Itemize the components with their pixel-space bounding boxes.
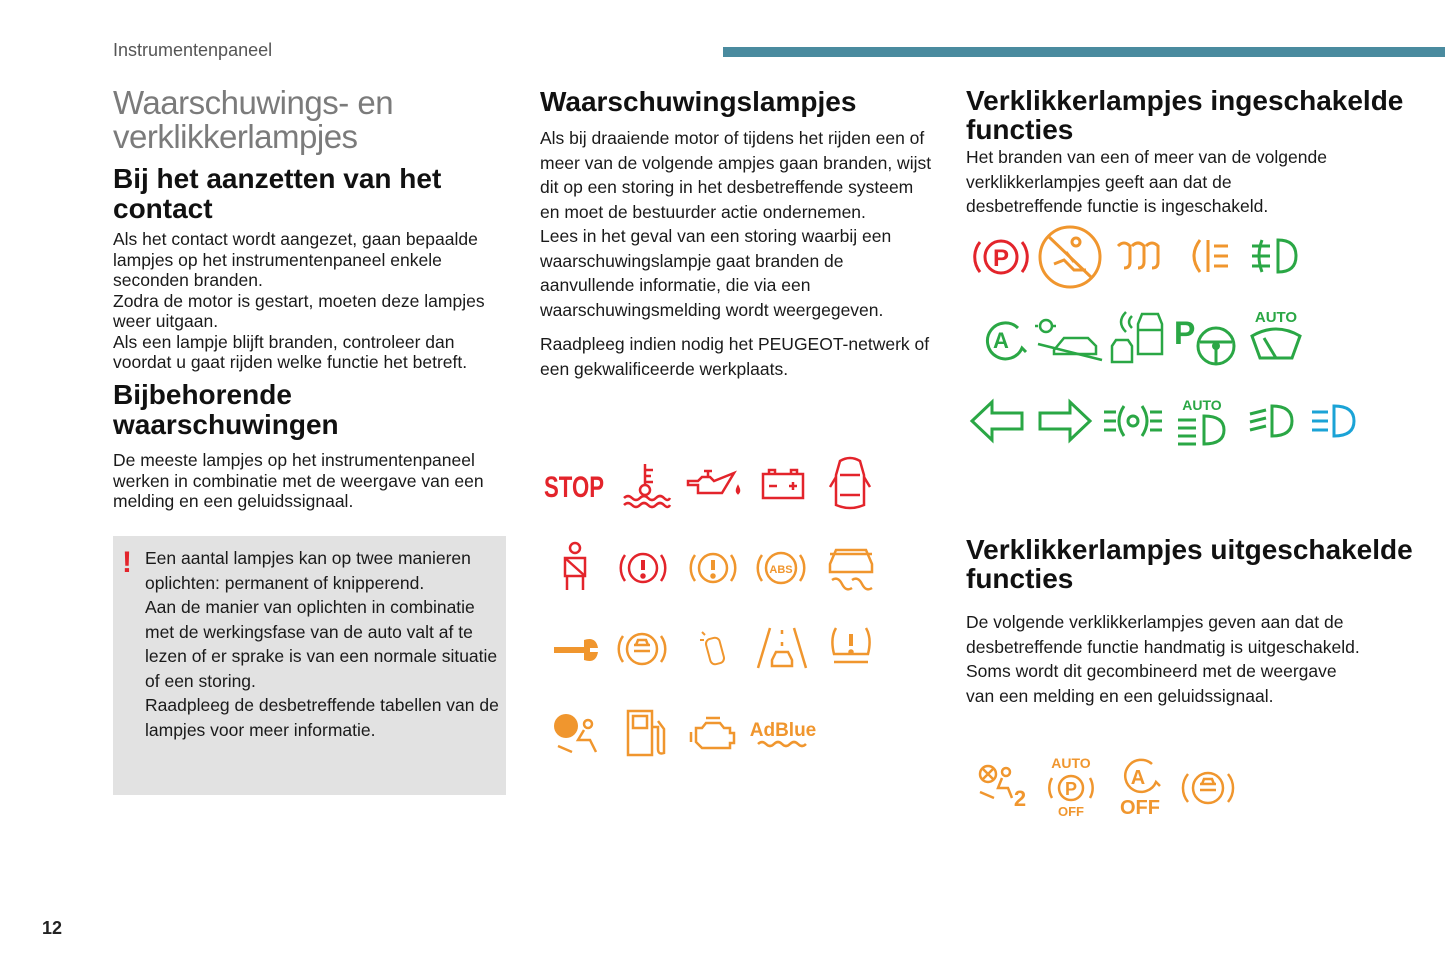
- contact-paragraphs: [113, 229, 508, 373]
- contact-paragraph: Als een lampje blijft branden, controleer dan voordat u gaat rijden welke functie het betreft.: [113, 331, 468, 372]
- note-paragraph: Aan de manier van oplichten in combinatie met de werkingsfase van de auto valt af te lezen of er sprake is van een normale situatie of een storing.: [145, 597, 498, 691]
- auto-wipers-icon: [1248, 306, 1304, 368]
- left-indicator-icon: [968, 398, 1026, 444]
- stability-control-icon: [824, 540, 878, 596]
- key-fob-icon: [698, 628, 728, 672]
- hill-descent-icon: [1034, 314, 1106, 364]
- warning-paragraph: Lees in het geval van een storing waarbij een waarschuwingslampje gaat branden de aanvullende informatie, die via een waarschuwingsmelding wordt weergegeven.: [540, 226, 892, 320]
- battery-icon: [760, 464, 806, 504]
- adblue-label: AdBlue: [749, 720, 817, 741]
- glow-plug-icon: [1114, 238, 1164, 272]
- auto-park-p: P: [1064, 779, 1078, 799]
- door-open-icon: [826, 455, 874, 515]
- disabled-paragraph: De volgende verklikkerlampjes geven aan dat de desbetreffende functie handmatig is uitgeschakeld.: [966, 612, 1360, 657]
- fuel-low-icon: [622, 707, 670, 761]
- side-lights-icon: [1102, 402, 1164, 440]
- contact-paragraph: Zodra de motor is gestart, moeten deze lampjes weer uitgaan.: [113, 290, 485, 331]
- stop-start-off-a: A: [1130, 767, 1146, 789]
- abs-label: ABS: [769, 564, 793, 576]
- park-assist-label: P: [1174, 315, 1196, 351]
- passenger-airbag-off-icon: [1036, 224, 1104, 290]
- note-paragraph: Een aantal lampjes kan op twee manieren oplichten: permanent of knipperend.: [145, 548, 471, 593]
- section-heading-warnings: Bijbehorende waarschuwingen: [113, 379, 339, 440]
- section-label: Instrumentenpaneel: [113, 40, 273, 60]
- coolant-temperature-icon: [620, 460, 670, 510]
- warning-paragraph: Raadpleeg indien nodig het PEUGEOT-netwerk of een gekwalificeerde werkplaats.: [540, 334, 930, 379]
- dipped-beam-icon: [1246, 402, 1296, 440]
- park-label: P: [992, 245, 1010, 272]
- tyre-pressure-icon: [826, 622, 876, 670]
- seatbelt-icon: [555, 540, 595, 592]
- auto-headlights-icon: [1174, 396, 1232, 448]
- right-indicator-icon: [1036, 398, 1094, 444]
- stop-start-off-icon: [1112, 756, 1168, 818]
- auto-headlights-label: AUTO: [1182, 397, 1222, 413]
- stop-label: STOP: [544, 471, 604, 504]
- airbag-two-label: 2: [1013, 786, 1027, 811]
- auto-wipers-label: AUTO: [1254, 309, 1298, 326]
- service-warning-icon: [688, 543, 738, 593]
- abs-icon: [754, 543, 808, 593]
- disabled-functions-heading: Verklikkerlampjes uitgeschakelde functies: [966, 534, 1413, 594]
- exclamation-icon: !: [122, 546, 132, 579]
- lane-departure-icon: [754, 624, 810, 672]
- front-fog-light-icon: [1248, 236, 1302, 276]
- electric-parking-brake-fault-icon: [615, 623, 669, 675]
- note-text: [145, 546, 500, 742]
- electric-parking-brake-off-icon: [1178, 764, 1238, 812]
- disabled-functions-text: [966, 610, 1366, 708]
- oil-pressure-icon: [686, 465, 742, 505]
- warning-lamps-heading: Waarschuwingslampjes: [540, 86, 857, 117]
- passenger-airbag-icon: [550, 712, 600, 758]
- main-beam-icon: [1308, 402, 1358, 440]
- auto-park-off-icon: [1044, 752, 1098, 818]
- warnings-paragraph: De meeste lampjes op het instrumentenpaneel werken in combinatie met de weergave van een melding en een geluidssignaal.: [113, 450, 484, 511]
- parking-brake-icon: [970, 230, 1032, 284]
- auto-park-off-label: OFF: [1058, 804, 1084, 819]
- maintenance-wrench-icon: [550, 630, 600, 670]
- park-assist-icon: [1174, 312, 1238, 368]
- brake-icon: [618, 543, 668, 593]
- contact-paragraph: Als het contact wordt aangezet, gaan bepaalde lampjes op het instrumentenpaneel enkele seconden branden.: [113, 229, 478, 290]
- disabled-paragraph: Soms wordt dit gecombineerd met de weergave van een melding en een geluidssignaal.: [966, 661, 1337, 706]
- page-number: 12: [42, 918, 63, 938]
- adblue-icon: [748, 712, 818, 756]
- stop-start-off-label: OFF: [1120, 797, 1160, 819]
- engine-diagnosis-icon: [688, 712, 740, 756]
- page-title: Waarschuwings- en verklikkerlampjes: [113, 84, 394, 155]
- warning-lamps-text: [540, 126, 935, 381]
- stop-start-icon: [978, 318, 1028, 362]
- passenger-airbag-disabled-icon: [976, 762, 1030, 810]
- auto-park-label: AUTO: [1051, 755, 1091, 771]
- accent-bar: [723, 47, 1445, 57]
- stop-start-label: A: [993, 328, 1009, 353]
- parking-sensors-icon: [1108, 306, 1168, 368]
- note-paragraph: Raadpleeg de desbetreffende tabellen van de lampjes voor meer informatie.: [145, 695, 499, 740]
- enabled-functions-text: Het branden van een of meer van de volgende verklikkerlampjes geeft aan dat de desbetreffende functie is ingeschakeld.: [966, 147, 1327, 216]
- section-heading-contact: Bij het aanzetten van het contact: [113, 163, 442, 224]
- warning-paragraph: Als bij draaiende motor of tijdens het rijden een of meer van de volgende ampjes gaan branden, wijst dit op een storing in het desbetreffende systeem en moet de bestuurder actie ondernemen.: [540, 128, 932, 222]
- enabled-functions-heading: Verklikkerlampjes ingeschakelde functies: [966, 85, 1404, 145]
- stop-icon: [542, 465, 606, 505]
- rear-fog-light-icon: [1186, 236, 1232, 276]
